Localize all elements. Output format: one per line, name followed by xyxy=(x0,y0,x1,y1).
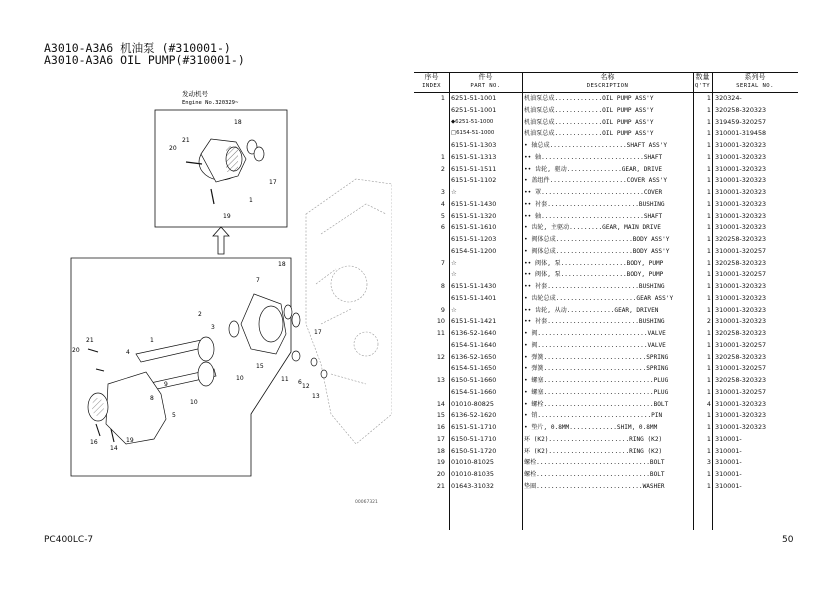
cell-index: 8 xyxy=(440,282,445,290)
svg-text:17: 17 xyxy=(269,179,277,186)
header-index: 序号 INDEX xyxy=(422,73,441,89)
machine-model: PC400LC-7 xyxy=(44,535,94,545)
cell-serial: 310001-320323 xyxy=(715,199,767,208)
cell-index: 5 xyxy=(440,211,445,220)
svg-text:7: 7 xyxy=(256,277,260,284)
cell-desc: • 螺塞..............................PLUG xyxy=(524,377,669,384)
table-row xyxy=(414,434,798,446)
cell-qty: 1 xyxy=(706,270,711,279)
cell-serial: 310001-320323 xyxy=(715,141,767,149)
table-row xyxy=(414,269,798,281)
cell-desc: •• 齿轮, 驱动...............GEAR, DRIVE xyxy=(524,165,663,173)
cell-part: 01010-81035 xyxy=(451,470,494,478)
cell-index: 4 xyxy=(440,199,445,208)
cell-part: 6151-51-1203 xyxy=(451,235,497,243)
cell-qty: 1 xyxy=(706,211,711,220)
cell-index: 18 xyxy=(436,446,445,455)
svg-text:2: 2 xyxy=(198,311,202,318)
cell-serial: 319459-320257 xyxy=(715,117,767,126)
table-row xyxy=(414,199,798,211)
table-row xyxy=(414,316,798,328)
cell-desc: 机油泵总成.............OIL PUMP ASS'Y xyxy=(524,118,654,126)
table-row xyxy=(414,446,798,458)
svg-text:5: 5 xyxy=(172,412,176,419)
header-description: 名称 DESCRIPTION xyxy=(586,73,629,89)
cell-index: 20 xyxy=(436,470,445,478)
cell-serial: 310001-320257 xyxy=(715,364,767,373)
svg-text:19: 19 xyxy=(223,213,231,220)
cell-index: 1 xyxy=(440,152,445,161)
cell-serial: 320324- xyxy=(715,94,742,102)
svg-text:14: 14 xyxy=(110,445,118,452)
svg-text:18: 18 xyxy=(278,261,286,268)
cell-desc: • 阀..............................VALVE xyxy=(524,341,666,349)
cell-desc: 机油泵总成.............OIL PUMP ASS'Y xyxy=(524,95,654,102)
cell-part: 01643-31032 xyxy=(451,481,494,490)
cell-desc: •• 阀体, 泵..................BODY, PUMP xyxy=(524,271,664,279)
table-row xyxy=(414,164,798,176)
cell-part: 6154-51-1640 xyxy=(451,340,497,349)
table-row xyxy=(414,93,798,105)
cell-part: ☆ xyxy=(451,305,457,314)
cell-index: 12 xyxy=(436,352,445,361)
cell-desc: 垫圈.............................WASHER xyxy=(524,482,665,490)
cell-qty: 1 xyxy=(706,176,711,185)
cell-qty: 1 xyxy=(706,446,711,455)
table-row xyxy=(414,152,798,164)
cell-index: 7 xyxy=(440,258,445,267)
header-qty: 数量 Q'TY xyxy=(694,73,711,89)
cell-desc: • 弹簧............................SPRING xyxy=(524,365,669,373)
svg-text:10: 10 xyxy=(190,399,198,406)
cell-desc: • 盖组件.....................COVER ASS'Y xyxy=(524,177,668,185)
table-row xyxy=(414,352,798,364)
cell-desc: • 阀..............................VALVE xyxy=(524,330,666,337)
table-row xyxy=(414,128,798,140)
cell-part: ☆ xyxy=(451,188,457,196)
cell-qty: 1 xyxy=(706,94,711,102)
svg-text:21: 21 xyxy=(86,337,94,344)
cell-desc: •• 罩............................COVER xyxy=(524,189,663,196)
svg-text:19: 19 xyxy=(126,437,134,444)
table-row xyxy=(414,246,798,258)
cell-qty: 1 xyxy=(706,141,711,149)
cell-part: 6151-51-1610 xyxy=(451,223,497,232)
table-row xyxy=(414,105,798,117)
cell-qty: 1 xyxy=(706,199,711,208)
up-arrow-icon xyxy=(213,227,229,254)
cell-part: 6136-52-1640 xyxy=(451,329,497,337)
cell-qty: 1 xyxy=(706,352,711,361)
cell-serial: 310001- xyxy=(715,458,742,467)
cell-part: 6154-51-1660 xyxy=(451,387,497,396)
cell-desc: • 齿轮总成......................GEAR ASS'Y xyxy=(524,294,674,302)
table-row xyxy=(414,305,798,317)
cell-part: 6151-51-1511 xyxy=(451,164,497,173)
cell-desc: • 垫片, 0.8MM.............SHIM, 0.8MM xyxy=(524,424,658,431)
cell-desc: 环 (K2)......................RING (K2) xyxy=(524,435,663,443)
table-row xyxy=(414,234,798,246)
cell-index: 6 xyxy=(440,223,445,232)
table-row xyxy=(414,187,798,199)
table-row xyxy=(414,469,798,481)
cell-desc: 机油泵总成.............OIL PUMP ASS'Y xyxy=(524,106,654,114)
svg-text:16: 16 xyxy=(90,439,98,446)
cell-part: ☆ xyxy=(451,258,457,267)
cell-part: 6151-51-1303 xyxy=(451,141,497,149)
cell-qty: 3 xyxy=(706,458,711,467)
header-serial: 系列号 SERIAL NO. xyxy=(736,73,774,89)
cell-desc: •• 衬套.........................BUSHING xyxy=(524,318,665,326)
cell-part: 6154-51-1650 xyxy=(451,364,497,373)
cell-desc: • 轴总成.....................SHAFT ASS'Y xyxy=(524,142,668,149)
cell-serial: 310001-320257 xyxy=(715,387,767,396)
cell-qty: 1 xyxy=(706,434,711,443)
svg-text:10: 10 xyxy=(236,375,244,382)
cell-index: 17 xyxy=(436,434,445,443)
cell-qty: 1 xyxy=(706,223,711,232)
cell-desc: •• 衬套.........................BUSHING xyxy=(524,200,665,208)
cell-desc: •• 齿轮, 从动.............GEAR, DRIVEN xyxy=(524,306,659,314)
cell-serial: 320258-320323 xyxy=(715,329,767,337)
cell-part: 6251-51-1001 xyxy=(451,94,497,102)
cell-desc: 机油泵总成.............OIL PUMP ASS'Y xyxy=(524,130,654,138)
cell-desc: • 螺栓..............................BOLT xyxy=(524,400,669,408)
cell-part: 6150-51-1720 xyxy=(451,446,497,455)
table-row xyxy=(414,117,798,129)
cell-serial: 310001-320323 xyxy=(715,211,767,220)
cell-serial: 310001-320323 xyxy=(715,152,767,161)
cell-serial: 310001-320257 xyxy=(715,340,767,349)
table-row xyxy=(414,328,798,340)
cell-qty: 2 xyxy=(706,317,711,326)
cell-desc: •• 轴............................SHAFT xyxy=(524,212,663,220)
cell-desc: 环 (K2)......................RING (K2) xyxy=(524,447,663,455)
page-number: 50 xyxy=(782,535,794,545)
cell-index: 14 xyxy=(436,399,445,408)
cell-desc: • 销...............................PIN xyxy=(524,412,663,420)
cell-part: ☆ xyxy=(451,270,457,279)
cell-index: 19 xyxy=(436,458,445,467)
svg-text:12: 12 xyxy=(302,383,310,390)
cell-serial: 310001- xyxy=(715,434,742,443)
cell-serial: 310001-320257 xyxy=(715,270,767,279)
cell-desc: 螺栓...............................BOLT xyxy=(524,459,665,467)
cell-desc: •• 轴............................SHAFT xyxy=(524,153,663,161)
cell-qty: 1 xyxy=(706,305,711,314)
svg-text:18: 18 xyxy=(234,119,242,126)
cell-qty: 1 xyxy=(706,152,711,161)
cell-index: 2 xyxy=(440,164,445,173)
cell-index: 1 xyxy=(440,94,445,102)
cell-qty: 1 xyxy=(706,411,711,420)
table-row xyxy=(414,422,798,434)
cell-serial: 310001-320323 xyxy=(715,317,767,326)
cell-qty: 1 xyxy=(706,164,711,173)
page-title-en: A3010-A3A6 OIL PUMP(#310001-) xyxy=(44,53,245,67)
cell-index: 3 xyxy=(440,188,445,196)
cell-desc: 螺栓...............................BOLT xyxy=(524,471,665,478)
cell-part: 6151-51-1430 xyxy=(451,199,497,208)
svg-text:4: 4 xyxy=(126,349,130,356)
table-row xyxy=(414,293,798,305)
cell-qty: 1 xyxy=(706,188,711,196)
cell-qty: 1 xyxy=(706,293,711,302)
cell-serial: 310001-320323 xyxy=(715,176,767,185)
cell-index: 9 xyxy=(440,305,445,314)
svg-text:1: 1 xyxy=(150,337,154,344)
table-row xyxy=(414,457,798,469)
cell-serial: 310001-320323 xyxy=(715,282,767,290)
table-row xyxy=(414,211,798,223)
main-exploded-view xyxy=(71,258,327,476)
inset-label-cn: 发动机号 xyxy=(182,90,208,98)
cell-serial: 310001- xyxy=(715,446,742,455)
cell-part: 6151-51-1401 xyxy=(451,293,497,302)
cell-part: 6154-51-1200 xyxy=(451,246,497,255)
cell-qty: 1 xyxy=(706,329,711,337)
cell-part: 6136-52-1650 xyxy=(451,352,497,361)
figure-number: 00067321 xyxy=(355,500,378,505)
cell-serial: 320258-320323 xyxy=(715,105,767,114)
cell-part: 6151-51-1313 xyxy=(451,152,497,161)
svg-text:8: 8 xyxy=(150,395,154,402)
cell-part: 6150-51-1660 xyxy=(451,376,497,384)
cell-part: 6136-52-1620 xyxy=(451,411,497,420)
inset-label-en: Engine No.320329~ xyxy=(182,100,239,106)
svg-text:9: 9 xyxy=(164,381,168,388)
cell-part: 6150-51-1710 xyxy=(451,434,497,443)
cell-qty: 1 xyxy=(706,481,711,490)
cell-desc: • 螺塞..............................PLUG xyxy=(524,388,669,396)
svg-text:13: 13 xyxy=(312,393,320,400)
cell-serial: 320258-320323 xyxy=(715,235,767,243)
cell-serial: 310001- xyxy=(715,470,742,478)
cell-index: 11 xyxy=(436,329,445,337)
cell-qty: 1 xyxy=(706,235,711,243)
table-row xyxy=(414,340,798,352)
cell-serial: 310001-319458 xyxy=(715,129,767,138)
cell-qty: 1 xyxy=(706,117,711,126)
cell-desc: •• 衬套.........................BUSHING xyxy=(524,283,665,290)
cell-index: 15 xyxy=(436,411,445,420)
cell-serial: 310001-320323 xyxy=(715,164,767,173)
svg-text:11: 11 xyxy=(281,376,289,383)
cell-index: 16 xyxy=(436,423,445,431)
svg-text:20: 20 xyxy=(72,347,80,354)
table-row xyxy=(414,387,798,399)
cell-serial: 310001-320257 xyxy=(715,246,767,255)
cell-part: 6151-51-1102 xyxy=(451,176,497,185)
svg-text:6: 6 xyxy=(298,379,302,386)
cell-serial: 320258-320323 xyxy=(715,352,767,361)
cell-index: 10 xyxy=(436,317,445,326)
cell-qty: 4 xyxy=(706,399,711,408)
cell-qty: 1 xyxy=(706,423,711,431)
cell-part: 6251-51-1001 xyxy=(451,105,497,114)
cell-qty: 1 xyxy=(706,105,711,114)
table-row xyxy=(414,375,798,387)
cell-serial: 320258-320323 xyxy=(715,376,767,384)
cell-serial: 310001-320323 xyxy=(715,305,767,314)
table-row xyxy=(414,222,798,234)
table-row xyxy=(414,281,798,293)
header-part-no: 件号 PART NO. xyxy=(470,73,501,89)
cell-serial: 310001-320323 xyxy=(715,411,767,420)
cell-part: ◆6251-51-1000 xyxy=(451,118,494,125)
cell-serial: 310001-320323 xyxy=(715,293,767,302)
cell-qty: 1 xyxy=(706,470,711,478)
cell-desc: • 齿轮, 主驱动.........GEAR, MAIN DRIVE xyxy=(524,224,661,232)
svg-text:20: 20 xyxy=(169,145,177,152)
exploded-view-figure xyxy=(66,84,392,514)
cell-qty: 1 xyxy=(706,282,711,290)
cell-qty: 1 xyxy=(706,340,711,349)
svg-text:17: 17 xyxy=(314,329,322,336)
cell-part: 6151-51-1710 xyxy=(451,423,497,431)
table-row xyxy=(414,410,798,422)
inset-detail xyxy=(155,89,287,227)
exploded-view-drawing xyxy=(66,84,392,514)
cell-part: 6151-51-1430 xyxy=(451,282,497,290)
cell-index: 13 xyxy=(436,376,445,384)
cell-serial: 310001-320323 xyxy=(715,399,767,408)
parts-table xyxy=(414,72,798,530)
cell-desc: •• 阀体, 泵..................BODY, PUMP xyxy=(524,259,664,267)
cell-serial: 310001- xyxy=(715,481,742,490)
table-row xyxy=(414,481,798,493)
cell-index: 21 xyxy=(436,481,445,490)
cell-serial: 310001-320323 xyxy=(715,223,767,232)
cell-serial: 310001-320323 xyxy=(715,188,767,196)
table-row xyxy=(414,140,798,152)
svg-text:1: 1 xyxy=(249,197,253,204)
svg-text:15: 15 xyxy=(256,363,264,370)
cell-desc: • 阀体总成.....................BODY ASS'Y xyxy=(524,247,670,255)
cell-qty: 1 xyxy=(706,376,711,384)
cell-desc: • 阀体总成.....................BODY ASS'Y xyxy=(524,236,670,243)
cell-part: 01010-80825 xyxy=(451,399,494,408)
table-row xyxy=(414,399,798,411)
cell-serial: 310001-320323 xyxy=(715,423,767,431)
svg-text:3: 3 xyxy=(211,324,215,331)
cell-qty: 1 xyxy=(706,387,711,396)
cell-part: 01010-81025 xyxy=(451,458,494,467)
engine-block-outline xyxy=(306,179,392,444)
cell-desc: • 弹簧............................SPRING xyxy=(524,353,669,361)
table-row xyxy=(414,258,798,270)
table-row xyxy=(414,363,798,375)
cell-qty: 1 xyxy=(706,246,711,255)
svg-text:21: 21 xyxy=(182,137,190,144)
cell-serial: 320258-320323 xyxy=(715,258,767,267)
cell-part: □6154-51-1000 xyxy=(451,130,495,137)
cell-part: 6151-51-1421 xyxy=(451,317,497,326)
cell-qty: 1 xyxy=(706,364,711,373)
cell-qty: 1 xyxy=(706,129,711,138)
page-title-cn: A3010-A3A6 机油泵 (#310001-) xyxy=(44,41,231,55)
table-row xyxy=(414,175,798,187)
cell-qty: 1 xyxy=(706,258,711,267)
cell-part: 6151-51-1320 xyxy=(451,211,497,220)
